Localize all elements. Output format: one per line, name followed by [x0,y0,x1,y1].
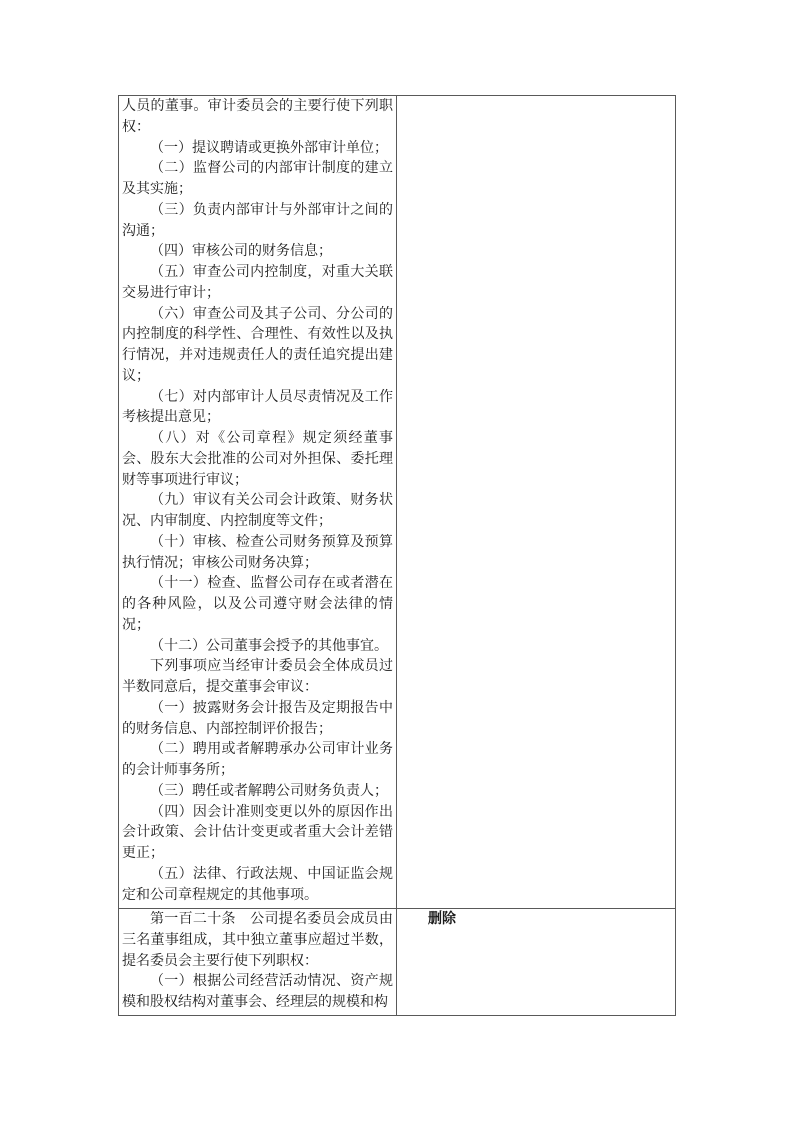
revision-note-label: 删除 [428,912,456,927]
paragraph: （四）审核公司的财务信息； [150,244,332,260]
cell-revision-note-delete [397,909,676,1016]
paragraph: （七）对内部审计人员尽责情况及工作考核提出意见； [122,389,393,426]
paragraph: （五）审查公司内控制度，对重大关联交易进行审计； [122,265,393,301]
paragraph: （十一）检查、监督公司存在或者潜在的各种风险，以及公司遵守财会法律的情况； [122,576,393,633]
paragraph: （四）因会计准则变更以外的原因作出会计政策、会计估计变更或者重大会计差错更正； [122,804,393,861]
paragraph: （二）聘用或者解聘承办公司审计业务的会计师事务所； [122,742,393,778]
paragraph: （二）监督公司的内部审计制度的建立及其实施； [122,161,393,197]
table-row-nomination-committee [119,909,676,1016]
paragraph: 第一百二十条 公司提名委员会成员由三名董事组成，其中独立董事应超过半数，提名委员会主要行使下列职权： [122,912,393,969]
paragraph: （六）审查公司及其子公司、分公司的内控制度的科学性、合理性、有效性以及执行情况，并对违规责任人的责任追究提出建议； [122,306,393,384]
table-row-audit-committee [119,96,676,909]
paragraph: （十）审核、检查公司财务预算及预算执行情况；审核公司财务决算； [122,534,393,571]
paragraph: （三）聘任或者解聘公司财务负责人； [150,783,388,799]
paragraph: （九）审议有关公司会计政策、财务状况、内审制度、内控制度等文件； [122,493,393,529]
paragraph: 下列事项应当经审计委员会全体成员过半数同意后，提交董事会审议： [122,659,393,695]
paragraph: （八）对《公司章程》规定须经董事会、股东大会批准的公司对外担保、委托理财等事项进行审议； [122,431,393,488]
cell-original-text-nomination-committee [119,909,397,1016]
cell-original-text-audit-committee [119,96,397,909]
cell-revision-note-empty [397,96,676,909]
paragraph: （五）法律、行政法规、中国证监会规定和公司章程规定的其他事项。 [122,866,393,903]
paragraph: （一）披露财务会计报告及定期报告中的财务信息、内部控制评价报告； [122,700,393,737]
paragraph: （三）负责内部审计与外部审计之间的沟通； [122,202,393,239]
paragraph: （一）提议聘请或更换外部审计单位； [150,140,388,156]
paragraph: （十二）公司董事会授予的其他事宜。 [150,638,388,654]
revision-comparison-table [118,95,676,1016]
paragraph: 人员的董事。审计委员会的主要行使下列职权： [122,99,393,135]
paragraph: （一）根据公司经营活动情况、资产规模和股权结构对董事会、经理层的规模和构 [122,974,393,1010]
